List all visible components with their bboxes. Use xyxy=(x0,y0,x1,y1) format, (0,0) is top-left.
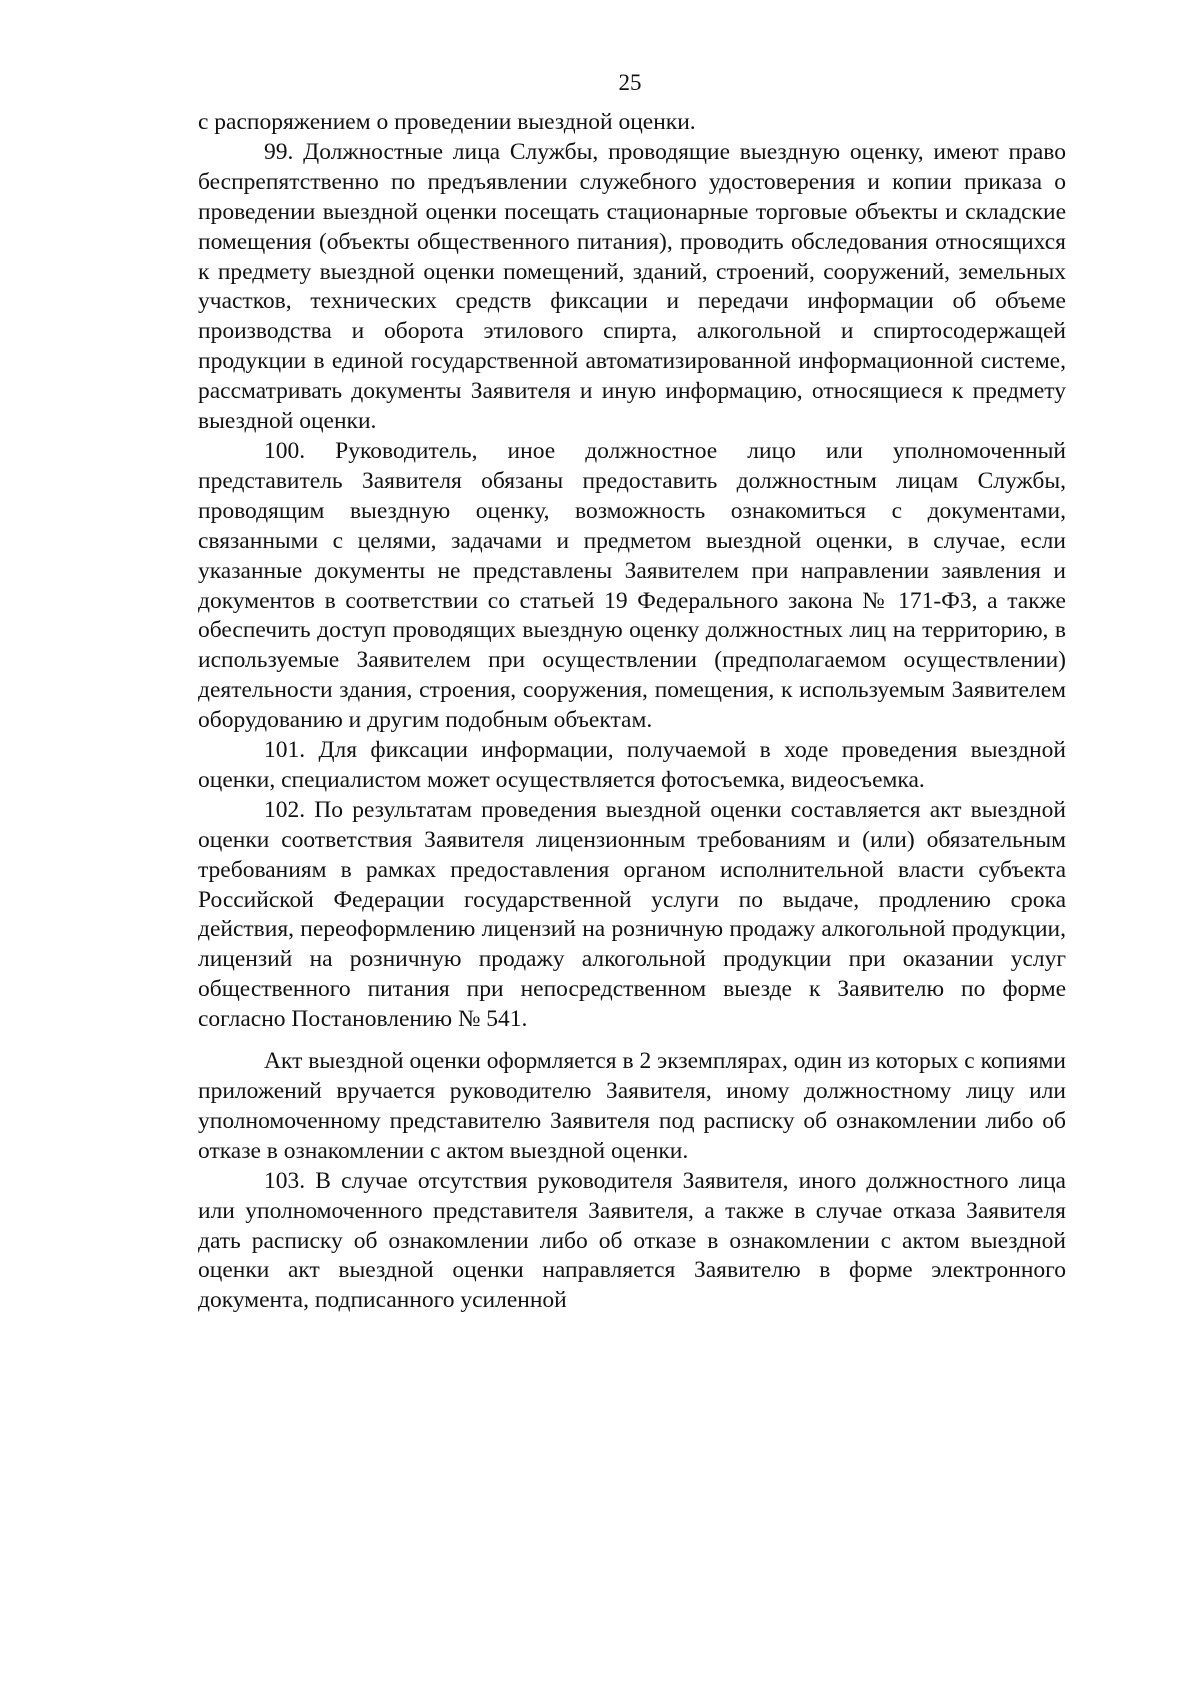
paragraph-continuation: с распоряжением о проведении выездной оценки. xyxy=(198,109,696,135)
paragraph-103: 103. В случае отсутствия руководителя Заявителя, иного должностного лица или уполномоченного представителя Заявителя, а также в случае отказа Заявителя дать расписку об ознакомлении либо об отказе в ознакомлении с актом выездной оценки акт выездной оценки направляется Заявителю в форме электронного документа, подписанного усиленной xyxy=(198,1167,1066,1314)
paragraph-102: 102. По результатам проведения выездной оценки составляется акт выездной оценки соответствия Заявителя лицензионным требованиям и (или) обязательным требованиям в рамках предоставления органом исполнительной власти субъекта Российской Федерации государственной услуги по выдаче, продлению срока действия, переоформлению лицензий на розничную продажу алкогольной продукции, лицензий на розничную продажу алкогольной продукции при оказании услуг общественного питания при непосредственном выезде к Заявителю по форме согласно Постановлению № 541. xyxy=(198,796,1066,1033)
document-body xyxy=(198,108,1066,1316)
paragraph-act-copies: Акт выездной оценки оформляется в 2 экземплярах, один из которых с копиями приложений вручается руководителю Заявителя, иному должностному лицу или уполномоченному представителю Заявителя под расписку об ознакомлении либо об отказе в ознакомлении с актом выездной оценки. xyxy=(198,1048,1066,1164)
paragraph-100: 100. Руководитель, иное должностное лицо или уполномоченный представитель Заявителя обязаны предоставить должностным лицам Службы, проводящим выездную оценку, возможность ознакомиться с документами, связанными с целями, задачами и предметом выездной оценки, в случае, если указанные документы не представлены Заявителем при направлении заявления и документов в соответствии со статьей 19 Федерального закона № 171-ФЗ, а также обеспечить доступ проводящих выездную оценку должностных лиц на территорию, в используемые Заявителем при осуществлении (предполагаемом осуществлении) деятельности здания, строения, сооружения, помещения, к используемым Заявителем оборудованию и другим подобным объектам. xyxy=(198,437,1066,734)
page-number: 25 xyxy=(618,70,642,95)
paragraph-99: 99. Должностные лица Службы, проводящие выездную оценку, имеют право беспрепятственно по предъявлении служебного удостоверения и копии приказа о проведении выездной оценки посещать стационарные торговые объекты и складские помещения (объекты общественного питания), проводить обследования относящихся к предмету выездной оценки помещений, зданий, строений, сооружений, земельных участков, технических средств фиксации и передачи информации об объеме производства и оборота этилового спирта, алкогольной и спиртосодержащей продукции в единой государственной автоматизированной информационной системе, рассматривать документы Заявителя и иную информацию, относящиеся к предмету выездной оценки. xyxy=(198,138,1066,435)
paragraph-101: 101. Для фиксации информации, получаемой в ходе проведения выездной оценки, специалистом может осуществляется фотосъемка, видеосъемка. xyxy=(198,737,1066,793)
